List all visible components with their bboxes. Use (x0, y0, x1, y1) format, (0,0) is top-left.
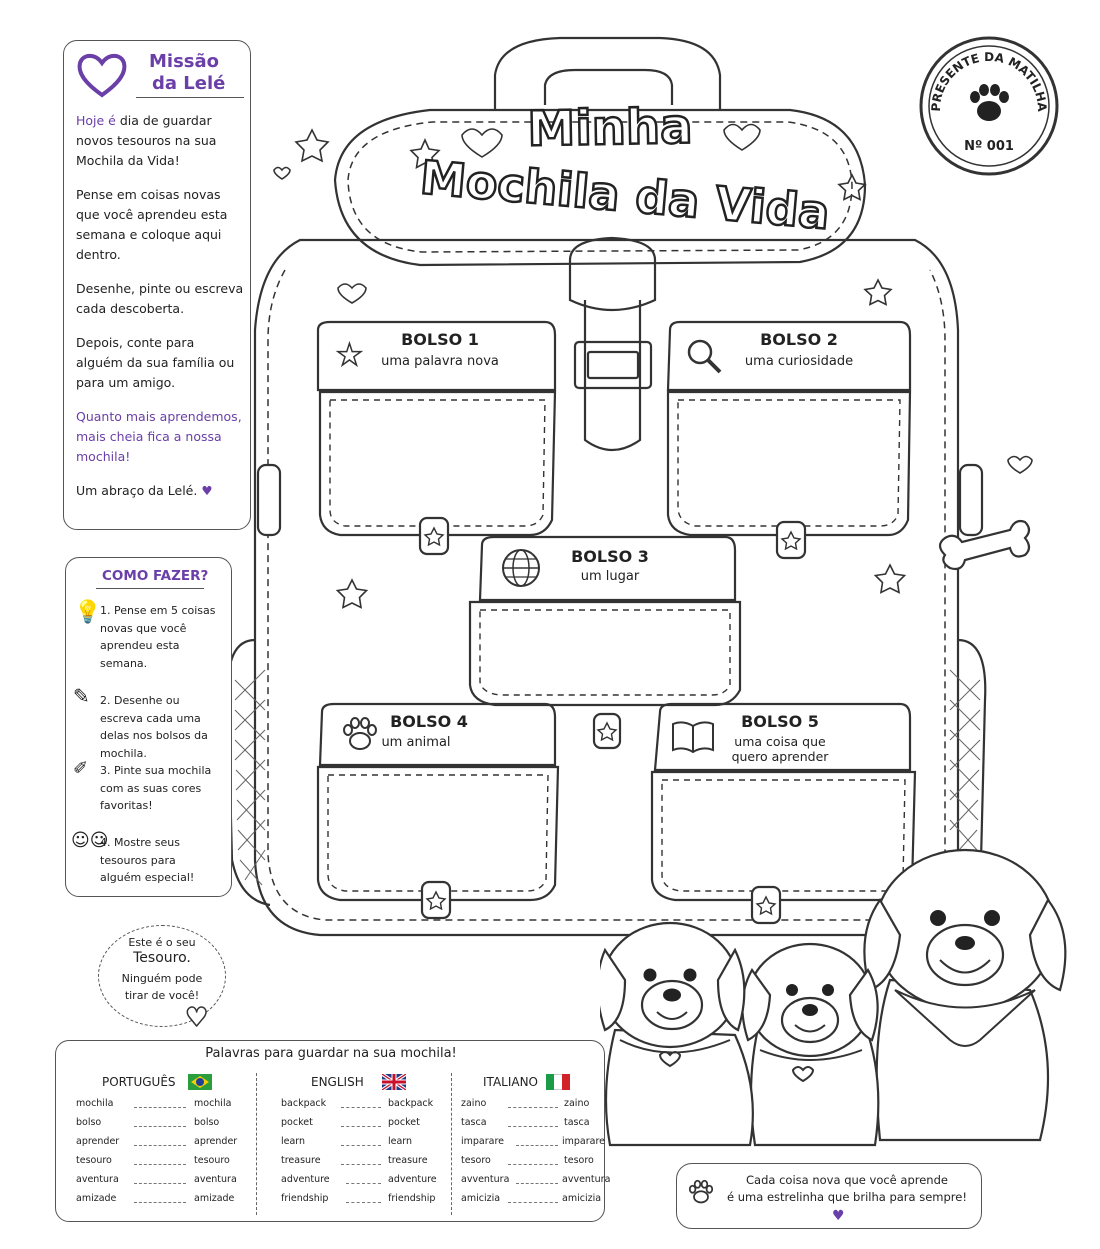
magnifier-icon (684, 336, 724, 376)
pocket-3-label (490, 541, 730, 597)
vocab-en-line-5 (346, 1183, 381, 1184)
vocab-pt-word-6: amizade (76, 1193, 117, 1204)
vocab-pt-word-1: mochila (76, 1098, 114, 1109)
vocab-it-copy-3: imparare (562, 1136, 606, 1147)
treasure-line3: Ninguém pode tirar de você! (121, 972, 203, 1002)
vocab-en-copy-6: friendship (388, 1193, 436, 1204)
italy-flag (546, 1074, 570, 1090)
mission-title-line1: Missão (149, 51, 220, 72)
footer-heart-icon: ♥ (832, 1208, 845, 1224)
footer-note-line2: é uma estrelinha que brilha para sempre! (727, 1190, 967, 1204)
pocket-5-label (668, 708, 904, 770)
treasure-line1: Este é o seu (128, 936, 196, 949)
paw-icon (970, 84, 1009, 121)
mission-title-line2: da Lelé (152, 73, 226, 94)
globe-icon (500, 547, 542, 589)
mission-p6: Um abraço da Lelé. (76, 483, 198, 498)
pocket-3-title: BOLSO 3 (571, 547, 649, 566)
pocket-1-sub: uma palavra nova (381, 354, 499, 369)
treasure-heart-icon: ♥ (185, 1003, 209, 1033)
vocab-it-line-6 (508, 1202, 558, 1203)
vocab-pt-word-2: bolso (76, 1117, 102, 1128)
vocab-en-word-2: pocket (281, 1117, 313, 1128)
vocab-en-word-6: friendship (281, 1193, 329, 1204)
stamp-seal (918, 35, 1060, 177)
vocab-pt-line-4 (134, 1164, 186, 1165)
stamp-number: Nº 001 (964, 139, 1014, 154)
pocket-1-title: BOLSO 1 (401, 330, 479, 349)
vocab-it-line-4 (508, 1164, 558, 1165)
page-title-line2: Mochila da Vida (418, 150, 832, 240)
mission-p3: Desenhe, pinte ou escreva cada descoberta. (76, 281, 244, 316)
vocab-pt-line-2 (134, 1126, 186, 1127)
howto-card (65, 557, 232, 897)
footer-note-line1: Cada coisa nova que você aprende (746, 1173, 948, 1187)
vocab-en-word-1: backpack (281, 1098, 327, 1109)
mission-text (76, 111, 244, 515)
vocab-pt-header: PORTUGUÊS (102, 1075, 176, 1089)
vocab-en-copy-3: learn (388, 1136, 413, 1147)
pocket-4-title: BOLSO 4 (390, 712, 468, 731)
vocab-it-word-6: amicizia (461, 1193, 501, 1204)
vocab-pt-copy-2: bolso (194, 1117, 220, 1128)
vocab-pt-copy-5: aventura (194, 1174, 237, 1185)
vocab-en-copy-1: backpack (388, 1098, 434, 1109)
puppies-illustration (600, 840, 1080, 1160)
vocab-en-line-2 (341, 1126, 381, 1127)
vocab-it-word-1: zaino (461, 1098, 487, 1109)
pocket-1-label (330, 326, 552, 386)
vocab-it-word-3: imparare (461, 1136, 505, 1147)
howto-step-4: 4. Mostre seus tesouros para alguém especial! (100, 836, 195, 884)
uk-flag (382, 1074, 406, 1090)
vocab-pt-word-5: aventura (76, 1174, 119, 1185)
brazil-flag (188, 1074, 212, 1090)
vocab-title: Palavras para guardar na sua mochila! (205, 1046, 457, 1061)
howto-title: COMO FAZER? (102, 568, 209, 584)
vocab-en-word-4: treasure (281, 1155, 321, 1166)
vocab-divider-1 (256, 1073, 257, 1215)
mission-p4: Depois, conte para alguém da sua família ou para um amigo. (76, 335, 235, 390)
vocab-it-copy-4: tesoro (564, 1155, 594, 1166)
vocab-pt-line-3 (134, 1145, 186, 1146)
treasure-line2: Tesouro. (133, 950, 191, 966)
pocket-3-sub: um lugar (580, 569, 640, 584)
lightbulb-icon: 💡 (74, 600, 102, 625)
vocab-en-line-1 (341, 1107, 381, 1108)
vocab-pt-copy-6: amizade (194, 1193, 235, 1204)
howto-step-2: 2. Desenhe ou escreva cada uma delas nos bolsos da mochila. (100, 694, 208, 760)
vocab-it-line-5 (516, 1183, 558, 1184)
vocab-pt-line-1 (134, 1107, 186, 1108)
vocab-it-line-2 (508, 1126, 558, 1127)
vocab-pt-copy-3: aprender (194, 1136, 238, 1147)
vocab-it-copy-6: amicizia (562, 1193, 602, 1204)
vocab-it-line-1 (508, 1107, 558, 1108)
book-icon (670, 720, 716, 754)
vocab-pt-copy-1: mochila (194, 1098, 232, 1109)
vocab-en-header: ENGLISH (311, 1075, 364, 1089)
vocab-en-copy-5: adventure (388, 1174, 437, 1185)
paw-icon (687, 1178, 715, 1206)
crayon-icon: ✐ (73, 758, 89, 779)
vocab-it-copy-5: avventura (562, 1174, 611, 1185)
pocket-2-label (680, 326, 902, 386)
vocab-en-word-3: learn (281, 1136, 306, 1147)
vocab-divider-2 (451, 1073, 452, 1215)
people-icon: ☺☺ (71, 830, 109, 851)
footer-note-card (676, 1163, 982, 1229)
vocab-en-copy-2: pocket (388, 1117, 420, 1128)
vocab-en-copy-4: treasure (388, 1155, 428, 1166)
howto-title-underline (96, 588, 204, 589)
vocab-card (55, 1040, 611, 1222)
vocab-en-line-3 (341, 1145, 381, 1146)
vocab-pt-word-3: aprender (76, 1136, 120, 1147)
pocket-5-title: BOLSO 5 (741, 712, 819, 731)
vocab-pt-line-6 (134, 1202, 186, 1203)
pocket-4-sub: um animal (381, 735, 451, 750)
star-icon: ★ (336, 338, 363, 373)
mission-p1-lead: Hoje é (76, 113, 116, 128)
vocab-pt-word-4: tesouro (76, 1155, 112, 1166)
mission-p5: Quanto mais aprendemos, mais cheia fica a nossa mochila! (76, 409, 242, 464)
vocab-pt-line-5 (134, 1183, 186, 1184)
vocab-it-line-3 (516, 1145, 558, 1146)
vocab-it-header: ITALIANO (483, 1075, 539, 1089)
vocab-en-line-4 (341, 1164, 381, 1165)
vocab-it-word-4: tesoro (461, 1155, 491, 1166)
pocket-2-title: BOLSO 2 (760, 330, 838, 349)
pocket-4-label (334, 708, 552, 764)
pocket-2-sub: uma curiosidade (744, 354, 854, 369)
howto-step-1: 1. Pense em 5 coisas novas que você aprendeu esta semana. (100, 604, 216, 670)
page-title-line1: Minha (527, 98, 693, 158)
vocab-pt-copy-4: tesouro (194, 1155, 230, 1166)
gift-stamp (918, 35, 1060, 177)
vocab-it-word-5: avventura (461, 1174, 510, 1185)
vocab-en-line-6 (346, 1202, 381, 1203)
mission-card (63, 40, 251, 530)
howto-step-3: 3. Pinte sua mochila com as suas cores favoritas! (100, 764, 212, 812)
vocab-en-word-5: adventure (281, 1174, 330, 1185)
mission-p2: Pense em coisas novas que você aprendeu esta semana e coloque aqui dentro. (76, 187, 228, 262)
heart-icon (76, 51, 128, 99)
pocket-5-sub: uma coisa que quero aprender (731, 734, 829, 764)
vocab-it-word-2: tasca (461, 1117, 487, 1128)
small-heart-icon: ♥ (201, 483, 213, 498)
stamp-text: PRESENTE DA MATILHA (928, 49, 1050, 112)
mission-title-underline (136, 97, 244, 98)
mission-p1-rest: dia de guardar novos tesouros na sua Mochila da Vida! (76, 113, 217, 168)
vocab-it-copy-1: zaino (564, 1098, 590, 1109)
vocab-it-copy-2: tasca (564, 1117, 590, 1128)
pencil-icon: ✎ (73, 684, 90, 708)
